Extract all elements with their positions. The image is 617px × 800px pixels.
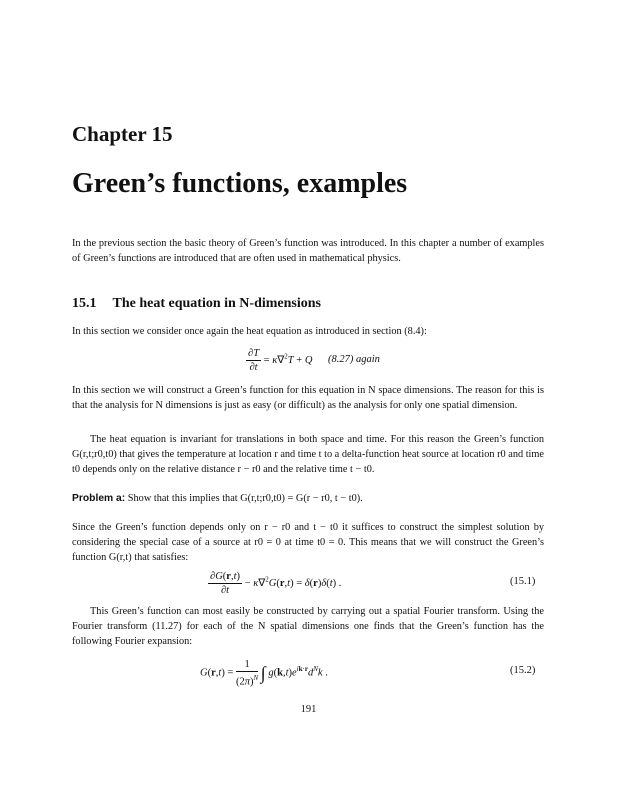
problem-label: Problem a: xyxy=(72,493,126,504)
equation-15-2-label: (15.2) xyxy=(510,665,536,676)
equation-fourier: G(r,t) = $\frac{1}{(2\pi)^N}$ ∫ $g(k,t)e^{ik\cdot r}d^Nk$ . xyxy=(200,659,328,688)
paragraph-1: In this section we consider once again the heat equation as introduced in section (8.4): xyxy=(72,326,427,337)
section-heading xyxy=(72,296,321,312)
paragraph-5: This Green’s function can most easily be constructed by carrying out a spatial Fourier transform. Using the Fourier transform (11.27) for each of the N spatial dimensions one finds that the Green’s function has the following Fourier expansion: xyxy=(72,606,544,648)
chapter-title: Green’s functions, examples xyxy=(72,168,408,199)
equation-heat-label: (8.27) again xyxy=(328,354,380,365)
section-number: 15.1 xyxy=(72,296,97,311)
paragraph-2: In this section we will construct a Green’s function for this equation in N space dimensions. The reason for this is that the analysis for N dimensions is just as easy (or difficult) as the analysis for only one spatial dimension. xyxy=(72,385,544,412)
equation-heat: $\frac{\partial T}{\partial t}$ = κ∇$^2$T + Q xyxy=(248,348,313,373)
paragraph-4: Since the Green’s function depends only on r − r0 and t − t0 it suffices to construct the simplest solution by considering the special case of a source at r0 = 0 at time t0 = 0. This means that we will construct the Green’s function G(r,t) that satisfies: xyxy=(72,522,544,564)
section-title: The heat equation in N-dimensions xyxy=(112,296,321,311)
problem-a xyxy=(72,491,544,506)
equation-15-1-label: (15.1) xyxy=(510,576,536,587)
paragraph-3: The heat equation is invariant for translations in both space and time. For this reason the Green’s function G(r,t;r0,t0) that gives the temperature at location r and time t to a delta-function heat source at location r0 and time t0 depends only on the relative distance r − r0 and the relative time t − t0. xyxy=(72,434,544,476)
intro-paragraph: In the previous section the basic theory of Green’s function was introduced. In this chapter a number of examples of Green’s functions are introduced that are often used in mathematical physics. xyxy=(72,238,544,265)
problem-text: Show that this implies that G(r,t;r0,t0) = G(r − r0, t − t0). xyxy=(127,493,363,504)
chapter-label: Chapter 15 xyxy=(72,122,173,146)
equation-green-heat: $\frac{\partial G(r,t)}{\partial t}$ − κ∇$^2$G(r,t) = δ(r)δ(t) . xyxy=(210,571,342,596)
page-number: 191 xyxy=(300,704,317,715)
